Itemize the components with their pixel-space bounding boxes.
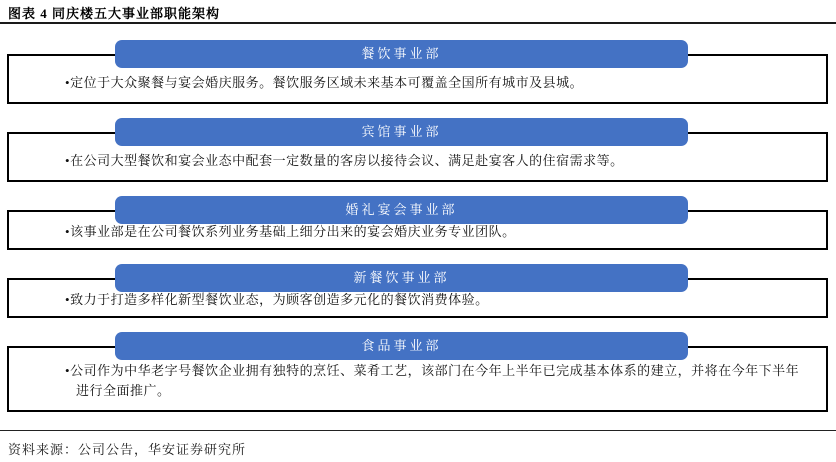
division-header-bar: [115, 332, 688, 360]
division-description: [65, 290, 802, 310]
division-header-bar: [115, 196, 688, 224]
division-header-label: 食品事业部: [361, 338, 442, 353]
division-header-label: 宾馆事业部: [361, 124, 442, 139]
bullet-glyph: •: [65, 292, 71, 307]
source-note: 资料来源：公司公告，华安证券研究所: [8, 442, 247, 457]
division-description: [65, 361, 802, 401]
figure-title: 图表 4 同庆楼五大事业部职能架构: [8, 6, 221, 21]
bullet-glyph: •: [65, 75, 71, 90]
division-description-text: 定位于大众聚餐与宴会婚庆服务。餐饮服务区域未来基本可覆盖全国所有城市及县城。: [70, 75, 584, 90]
bullet-glyph: •: [65, 153, 71, 168]
section-wedding-banquet: [7, 196, 828, 250]
division-header-bar: [115, 40, 688, 68]
division-header-label: 婚礼宴会事业部: [345, 202, 458, 217]
division-description-text: 致力于打造多样化新型餐饮业态，为顾客创造多元化的餐饮消费体验。: [70, 292, 489, 307]
division-description: [65, 73, 802, 93]
section-catering: [7, 40, 828, 104]
division-description: [65, 151, 802, 171]
footer-divider: [0, 430, 836, 431]
section-new-catering: [7, 264, 828, 318]
bullet-glyph: •: [65, 224, 71, 239]
division-description-text: 该事业部是在公司餐饮系列业务基础上细分出来的宴会婚庆业务专业团队。: [70, 224, 516, 239]
division-description: [65, 222, 802, 242]
section-hotel: [7, 118, 828, 182]
division-description-text: 公司作为中华老字号餐饮企业拥有独特的烹饪、菜肴工艺，该部门在今年上半年已完成基本体系的建立，并将在今年下半年进行全面推广。: [70, 363, 800, 398]
title-divider: [0, 22, 836, 24]
division-sections: [7, 40, 828, 426]
section-food: [7, 332, 828, 412]
division-description-text: 在公司大型餐饮和宴会业态中配套一定数量的客房以接待会议、满足赴宴客人的住宿需求等。: [70, 153, 624, 168]
division-header-label: 餐饮事业部: [361, 46, 442, 61]
division-header-bar: [115, 264, 688, 292]
division-header-label: 新餐饮事业部: [353, 270, 450, 285]
division-header-bar: [115, 118, 688, 146]
bullet-glyph: •: [65, 363, 71, 378]
